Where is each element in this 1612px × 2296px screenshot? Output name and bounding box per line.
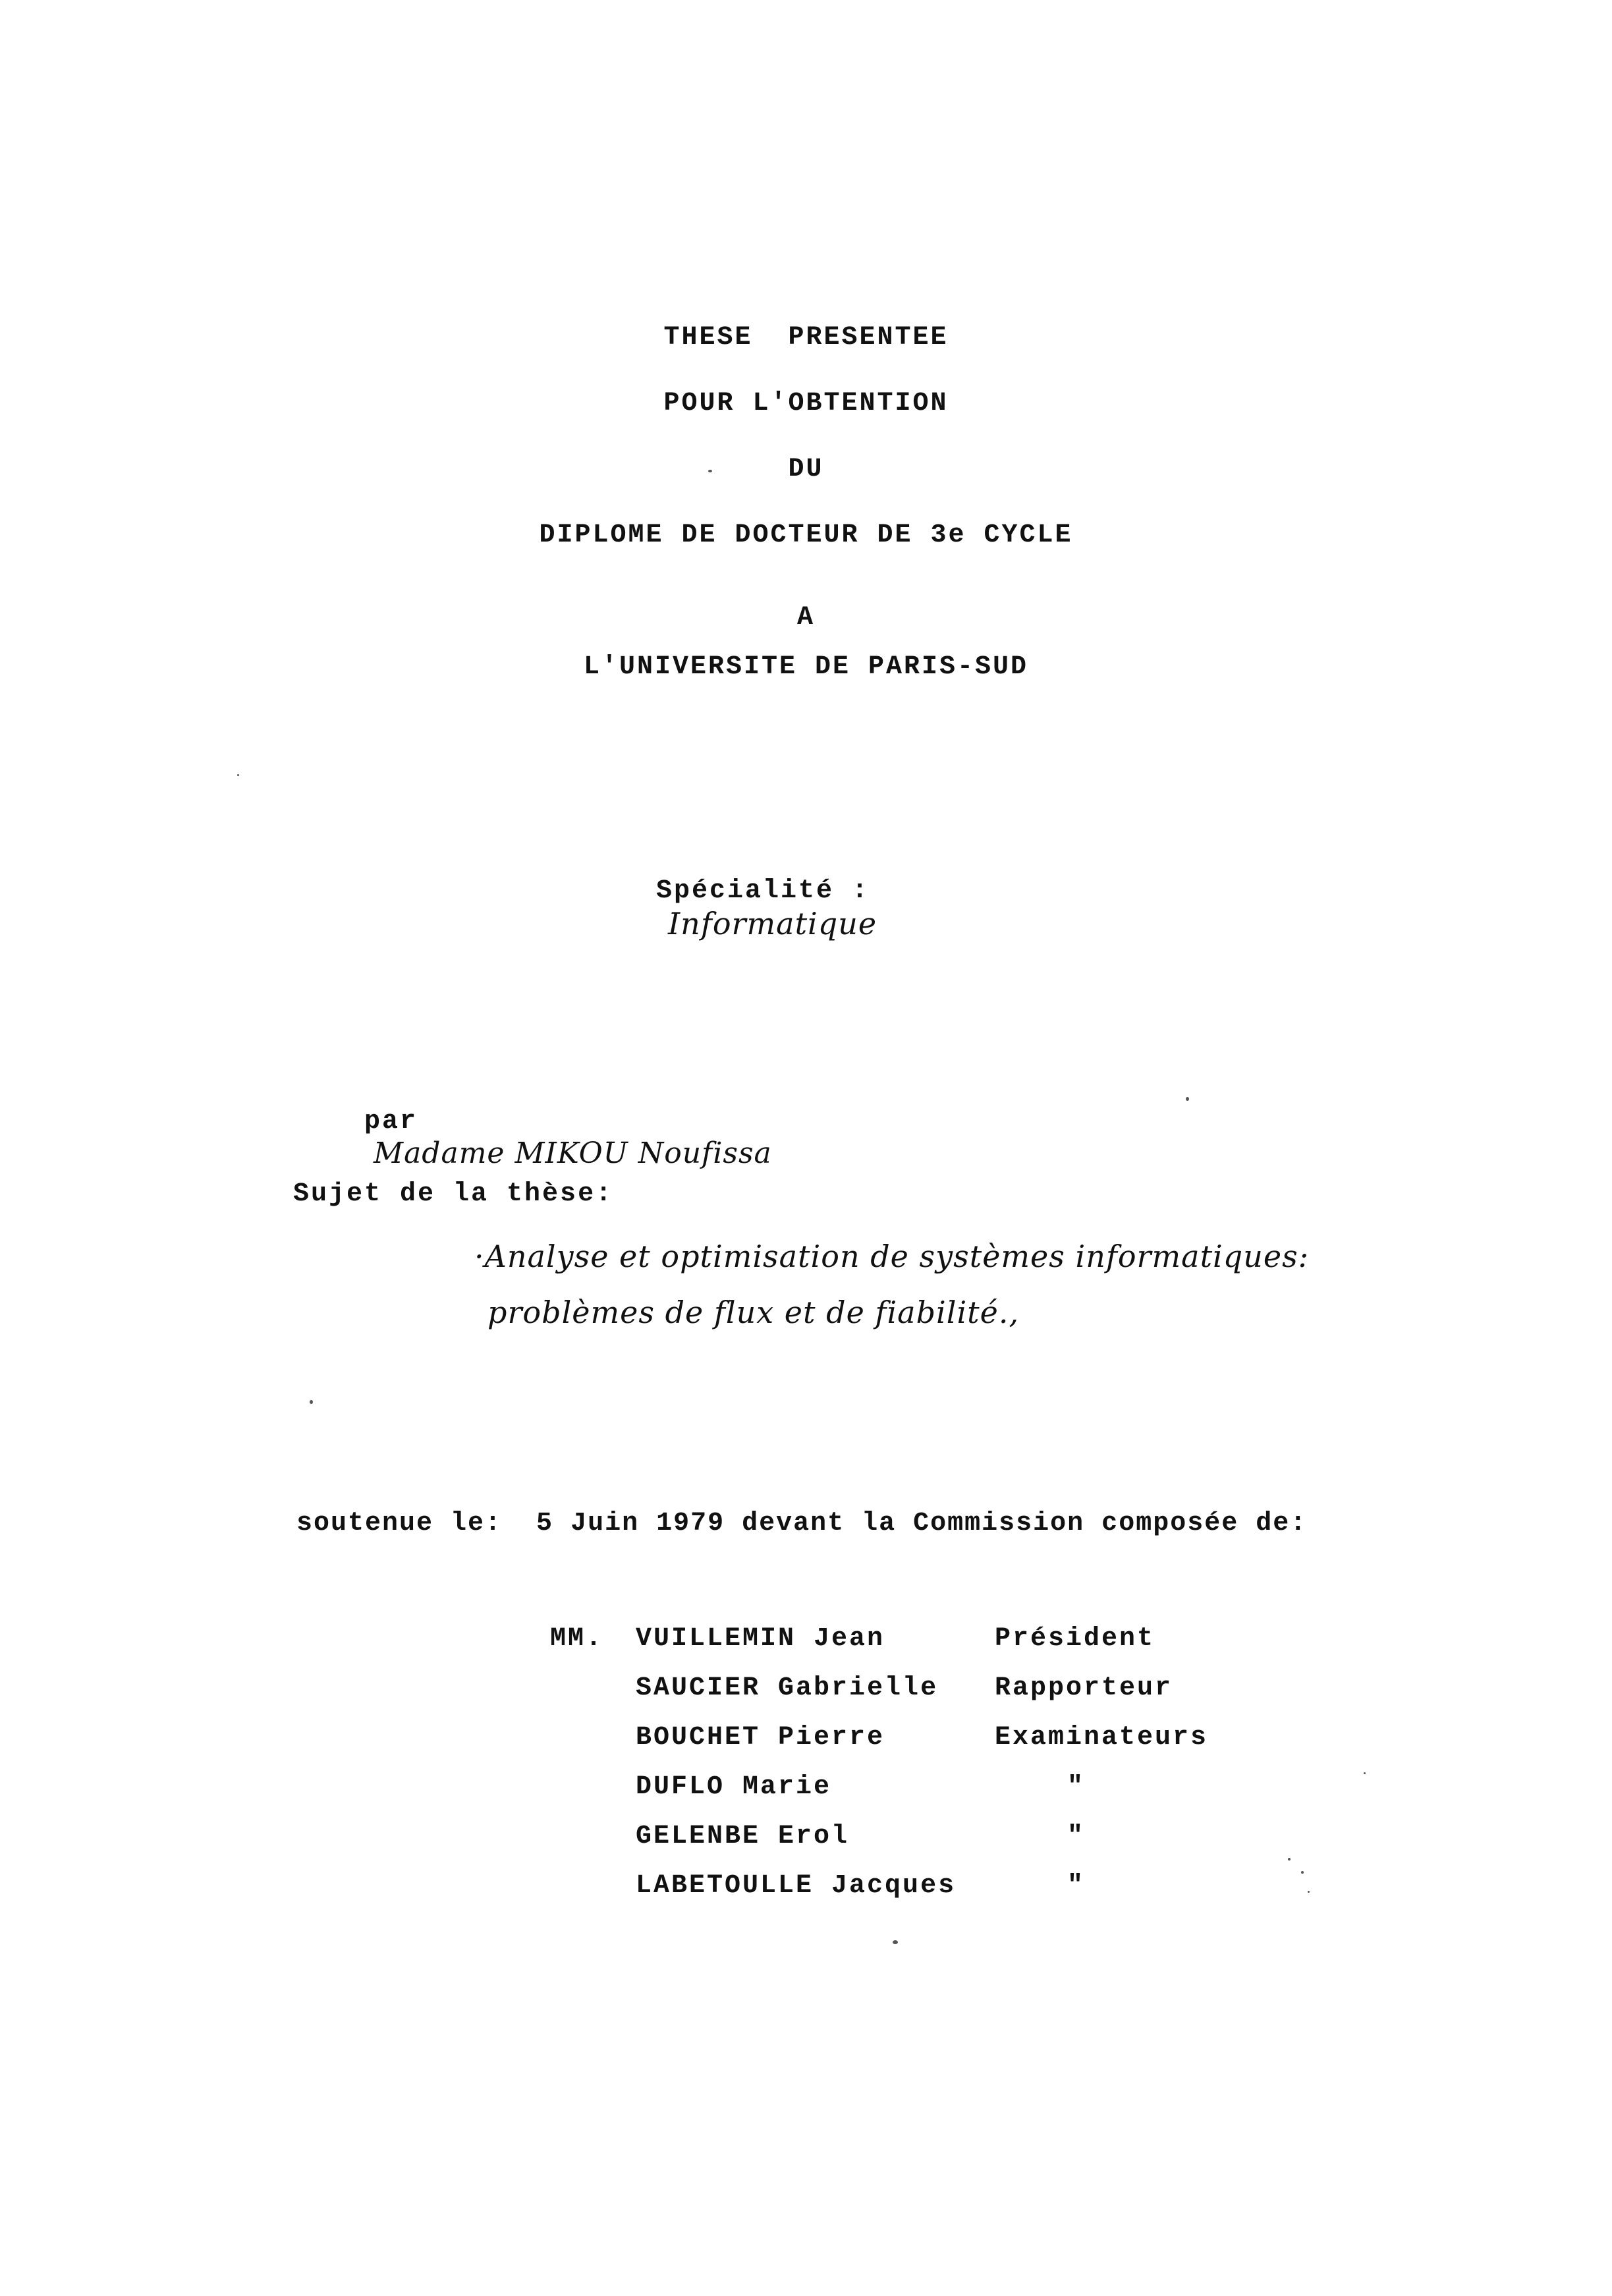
author-name: Madame MIKOU Noufissa (374, 1136, 772, 1170)
committee-member-name: VUILLEMIN Jean (636, 1624, 885, 1654)
specialite-label: Spécialité : (656, 876, 870, 906)
specialite-line (585, 847, 877, 972)
committee-member-row (636, 1871, 1294, 1911)
committee-member-role: " (1067, 1822, 1086, 1851)
scan-speck (1186, 1097, 1189, 1101)
scan-speck (893, 1940, 898, 1944)
committee-member-role: Président (995, 1624, 1155, 1654)
committee-member-name: BOUCHET Pierre (636, 1723, 885, 1752)
scan-speck (708, 470, 712, 472)
scan-speck (1364, 1772, 1366, 1774)
committee-member-row (636, 1723, 1294, 1762)
committee-member-row (636, 1772, 1294, 1812)
committee-member-role: Examinateurs (995, 1723, 1209, 1752)
committee-member-row (636, 1822, 1294, 1861)
scan-speck (1308, 1891, 1310, 1893)
scan-speck (1301, 1871, 1304, 1874)
header-line-a: A (796, 603, 815, 632)
header-line-obtention: POUR L'OBTENTION (663, 389, 949, 418)
committee-title: MM. (550, 1624, 604, 1654)
committee-member-name: GELENBE Erol (636, 1822, 850, 1851)
committee-member-role: Rapporteur (995, 1673, 1173, 1703)
scan-speck (1288, 1858, 1291, 1861)
committee-member-name: SAUCIER Gabrielle (636, 1673, 939, 1703)
defense-date-line: soutenue le: 5 Juin 1979 devant la Commission composée de: (296, 1509, 1308, 1538)
subject-title-line-1: ·Analyse et optimisation de systèmes informatiques: (474, 1239, 1310, 1274)
author-prefix: par (364, 1107, 418, 1136)
header-line-these-presentee: THESE PRESENTEE (663, 323, 949, 352)
subject-label: Sujet de la thèse: (293, 1179, 614, 1209)
committee-member-role: " (1067, 1871, 1086, 1901)
committee-member-role: " (1067, 1772, 1086, 1802)
committee-member-row (636, 1624, 1294, 1664)
scan-speck (310, 1400, 313, 1404)
committee-member-name: DUFLO Marie (636, 1772, 832, 1802)
scan-speck (237, 774, 239, 776)
committee-member-name: LABETOULLE Jacques (636, 1871, 957, 1901)
header-line-diplome: DIPLOME DE DOCTEUR DE 3e CYCLE (539, 520, 1073, 550)
committee-member-row (636, 1673, 1294, 1713)
header-line-universite: L'UNIVERSITE DE PARIS-SUD (583, 652, 1029, 682)
subject-title-line-2: problèmes de flux et de fiabilité., (487, 1295, 1020, 1330)
specialite-value: Informatique (668, 906, 877, 941)
header-line-du: DU (788, 455, 824, 484)
